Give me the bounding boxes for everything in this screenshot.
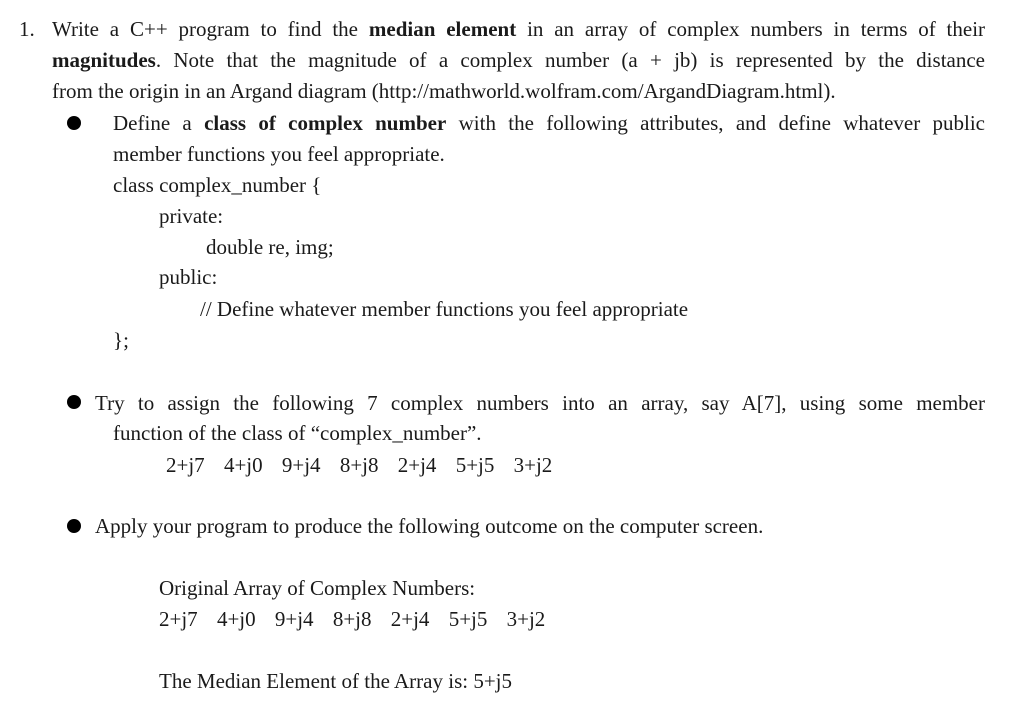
question-line-2-bold: magnitudes — [52, 48, 156, 72]
bullet-2-number: 9+j4 — [281, 453, 321, 477]
output-median-label: The Median Element of the Array is: — [159, 669, 469, 693]
code-class-decl: class complex_number { — [113, 173, 322, 197]
code-private: private: — [159, 204, 224, 228]
output-number-list — [159, 604, 545, 634]
code-public: public: — [159, 265, 218, 289]
code-members: double re, img; — [206, 235, 334, 259]
code-comment: // Define whatever member functions you feel appropriate — [200, 297, 689, 321]
output-number: 5+j5 — [448, 607, 488, 631]
bullet-2-number: 2+j4 — [397, 453, 437, 477]
bullet-3-line-1: Apply your program to produce the following outcome on the computer screen. — [95, 514, 764, 538]
bullet-2-number-list — [166, 450, 552, 480]
bullet-2-line-1: Try to assign the following 7 complex numbers into an array, say A[7], using some member — [95, 391, 985, 415]
bullet-2-number: 5+j5 — [455, 453, 495, 477]
question-line-1-post: in an array of complex numbers in terms of their — [527, 17, 986, 41]
bullet-1-line-2: member functions you feel appropriate. — [113, 142, 445, 166]
output-number: 2+j7 — [159, 607, 198, 631]
output-number: 8+j8 — [332, 607, 372, 631]
bullet-1-line-1-pre: Define a — [113, 111, 192, 135]
code-close: }; — [113, 328, 129, 352]
question-line-1 — [52, 14, 985, 44]
bullet-2-number: 4+j0 — [223, 453, 263, 477]
output-heading: Original Array of Complex Numbers: — [159, 576, 476, 600]
bullet-2-number: 2+j7 — [166, 453, 205, 477]
output-number: 4+j0 — [216, 607, 256, 631]
output-number: 9+j4 — [274, 607, 314, 631]
bullet-1-dot — [67, 116, 81, 130]
question-number: 1. — [19, 17, 35, 41]
output-number: 3+j2 — [506, 607, 546, 631]
question-line-3: from the origin in an Argand diagram (http://mathworld.wolfram.com/ArgandDiagram.html). — [52, 79, 836, 103]
bullet-2-line-2: function of the class of “complex_number”. — [113, 421, 482, 445]
question-line-1-bold: median element — [368, 17, 517, 41]
bullet-2-dot — [67, 395, 81, 409]
question-line-2-post: . Note that the magnitude of a complex number (a + jb) is represented by the distance — [155, 48, 985, 72]
bullet-3-dot — [67, 519, 81, 533]
bullet-1-line-1-post: with the following attributes, and define whatever public — [458, 111, 985, 135]
bullet-1-line-1 — [113, 108, 985, 138]
output-median-line — [159, 666, 512, 696]
question-line-1-pre: Write a C++ program to find the — [52, 17, 359, 41]
bullet-2-number: 8+j8 — [339, 453, 379, 477]
output-number: 2+j4 — [390, 607, 430, 631]
output-median-value: 5+j5 — [473, 669, 513, 693]
bullet-2-number: 3+j2 — [513, 453, 553, 477]
question-line-2 — [52, 45, 985, 75]
bullet-1-line-1-bold: class of complex number — [204, 111, 447, 135]
